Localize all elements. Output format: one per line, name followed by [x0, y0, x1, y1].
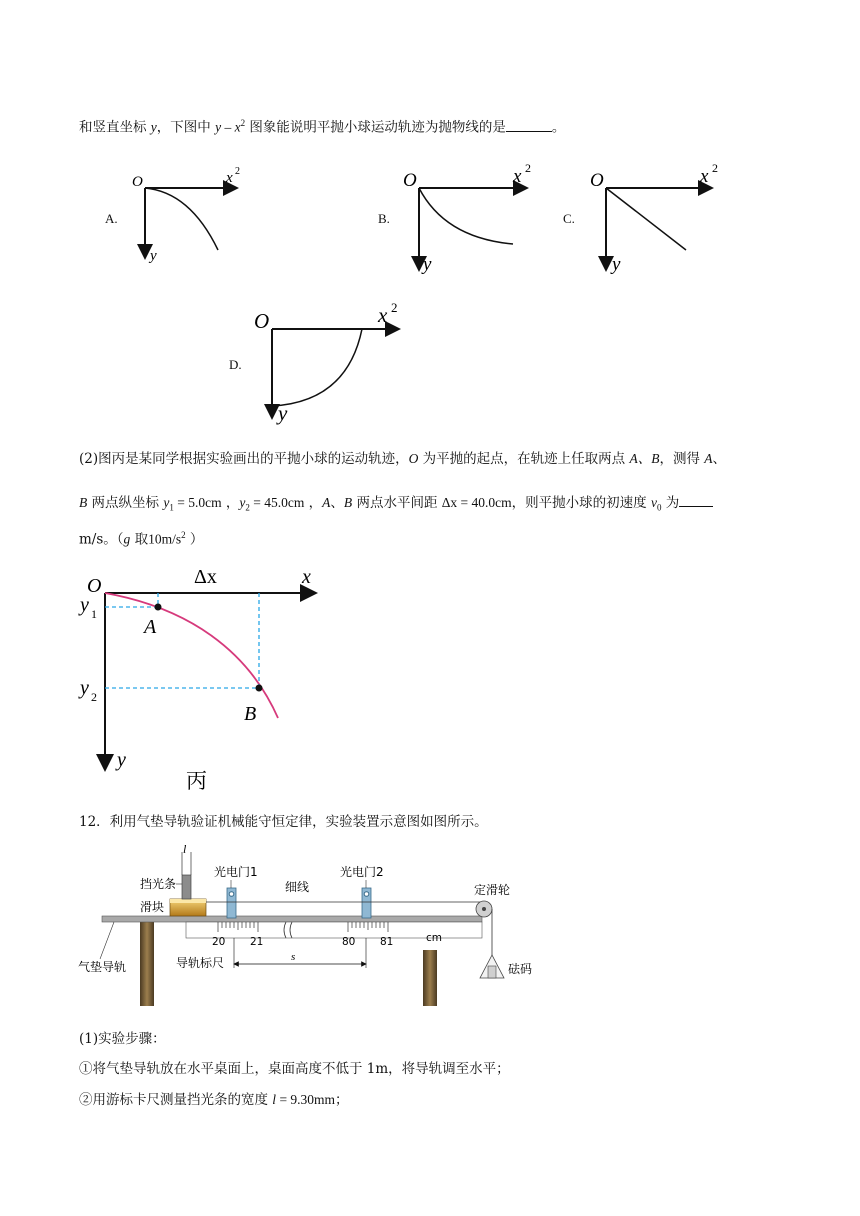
- var-y2: y: [239, 495, 246, 510]
- origin-label: O: [254, 309, 270, 333]
- dx-value: Δx = 40.0cm: [441, 495, 512, 510]
- superscript: 2: [240, 118, 246, 128]
- tick-21: 21: [250, 936, 264, 948]
- s-label: s: [291, 951, 296, 963]
- option-b-label: B.: [378, 211, 390, 226]
- y1-value: = 5.0cm: [173, 495, 222, 510]
- x-axis-sup: 2: [712, 161, 718, 175]
- subscript: 2: [245, 502, 250, 513]
- text-span: 图象能说明平抛小球运动轨迹为抛物线的是: [245, 119, 506, 136]
- tick-20: 20: [212, 936, 226, 948]
- q11-part2-line3: [79, 530, 203, 548]
- x-axis-sup: 2: [391, 300, 398, 315]
- slider-label: 滑块: [140, 900, 165, 914]
- text-span: ）: [185, 531, 204, 548]
- text-span: ，下图中: [156, 119, 216, 136]
- var-b: B: [79, 495, 88, 510]
- step-title: (1)实验步骤：: [79, 1031, 166, 1047]
- var-b: B: [343, 495, 353, 510]
- y2-value: = 45.0cm: [249, 495, 305, 510]
- answer-blank[interactable]: [506, 119, 552, 132]
- origin-label: O: [87, 575, 102, 597]
- weight-label: 砝码: [508, 962, 533, 976]
- option-c-graph: [582, 160, 722, 275]
- text-span: 取: [130, 531, 149, 548]
- g-value: 10m/s: [148, 531, 182, 547]
- y-axis-label: y: [117, 749, 126, 771]
- x-axis-label: x: [226, 170, 233, 186]
- x-axis-sup: 2: [235, 166, 240, 177]
- var-a: A: [322, 495, 331, 510]
- point-a-label: A: [144, 616, 157, 638]
- x-axis-label: x: [513, 166, 522, 187]
- y-axis-label: y: [612, 254, 621, 275]
- expr-y-x2: y – x: [215, 119, 241, 135]
- track-label: 气垫导轨: [78, 960, 127, 974]
- superscript: 2: [181, 530, 186, 540]
- var-l: l: [272, 1092, 277, 1107]
- text-span: 、: [712, 451, 727, 467]
- text-span: ②用游标卡尺测量挡光条的宽度: [79, 1092, 273, 1108]
- text-span: ，测得: [659, 451, 705, 467]
- option-b-graph: [395, 160, 535, 275]
- y2-sub: 2: [91, 690, 97, 704]
- var-y1: y: [163, 495, 170, 510]
- q11-part2-line1: [79, 451, 726, 467]
- gate1-label: 光电门1: [214, 865, 258, 879]
- answer-blank[interactable]: [679, 494, 713, 507]
- option-a-graph: [120, 164, 240, 264]
- y-axis-label: y: [150, 248, 157, 264]
- table-leg: [140, 920, 154, 1006]
- y-axis-label: y: [278, 401, 288, 425]
- pulley-label: 定滑轮: [474, 883, 511, 897]
- text-span: 、: [330, 495, 344, 511]
- step-2: [79, 1092, 349, 1108]
- var-o: O: [408, 451, 419, 466]
- origin-label: O: [590, 170, 604, 191]
- unit-cm: cm: [426, 932, 443, 944]
- point-b-label: B: [244, 703, 257, 725]
- subscript: 1: [169, 502, 174, 513]
- var-y: y: [150, 119, 157, 135]
- apparatus-diagram: [78, 838, 558, 1008]
- dx-label: Δx: [194, 566, 217, 588]
- option-c-label: C.: [563, 211, 575, 226]
- q11-part2-line2: [79, 494, 713, 513]
- y2-label: y: [80, 677, 89, 699]
- var-v0: v: [650, 495, 657, 510]
- trajectory-curve: [105, 593, 278, 718]
- width-l-label: l: [183, 842, 187, 856]
- text-span: 为: [661, 495, 680, 511]
- x-axis-label: x: [378, 303, 388, 327]
- var-ab: A、B: [629, 451, 660, 466]
- text-span: ，: [304, 495, 323, 511]
- text-span: 。: [551, 119, 566, 136]
- q11-part1-text: [79, 118, 565, 136]
- text-span: m/s。（: [79, 531, 124, 548]
- shade-strip-label: 挡光条: [140, 877, 177, 891]
- y-axis-label: y: [423, 254, 432, 275]
- x-axis-label: x: [302, 566, 311, 588]
- table-leg: [423, 950, 437, 1006]
- option-d-graph: [252, 302, 412, 432]
- gate2-label: 光电门2: [340, 865, 384, 879]
- text-span: 和竖直坐标: [79, 119, 151, 136]
- q12-heading: 12．利用气垫导轨验证机械能守恒定律，实验装置示意图如图所示。: [79, 814, 488, 830]
- tick-80: 80: [342, 936, 356, 948]
- subscript: 0: [656, 502, 662, 513]
- text-span: ，则平抛小球的初速度: [511, 495, 651, 511]
- x-axis-sup: 2: [525, 161, 531, 175]
- option-d-label: D.: [229, 357, 242, 372]
- air-track: [102, 916, 482, 922]
- tick-81: 81: [380, 936, 394, 948]
- point-b: [256, 685, 263, 692]
- text-span: 两点纵坐标: [87, 495, 164, 511]
- var-a: A: [704, 451, 713, 466]
- y1-label: y: [80, 594, 89, 616]
- y1-sub: 1: [91, 607, 97, 621]
- shade-strip: [182, 875, 191, 899]
- ruler-label: 导轨标尺: [176, 956, 225, 970]
- thread-label: 细线: [285, 880, 310, 894]
- text-span: ，: [221, 495, 240, 511]
- option-a-label: A.: [105, 211, 118, 226]
- text-span: (2)图丙是某同学根据实验画出的平抛小球的运动轨迹，: [79, 451, 409, 467]
- text-span: = 9.30mm；: [276, 1092, 349, 1107]
- text-span: 为平抛的起点，在轨迹上任取两点: [418, 451, 630, 467]
- step-1: ①将气垫导轨放在水平桌面上，桌面高度不低于 1m，将导轨调至水平；: [79, 1061, 510, 1077]
- origin-label: O: [132, 174, 143, 190]
- x-axis-label: x: [700, 166, 709, 187]
- origin-label: O: [403, 170, 417, 191]
- figure-bing: [78, 560, 338, 800]
- figure-caption: 丙: [186, 769, 207, 793]
- var-g: g: [123, 531, 131, 547]
- text-span: 两点水平间距: [352, 495, 442, 511]
- point-a: [155, 604, 162, 611]
